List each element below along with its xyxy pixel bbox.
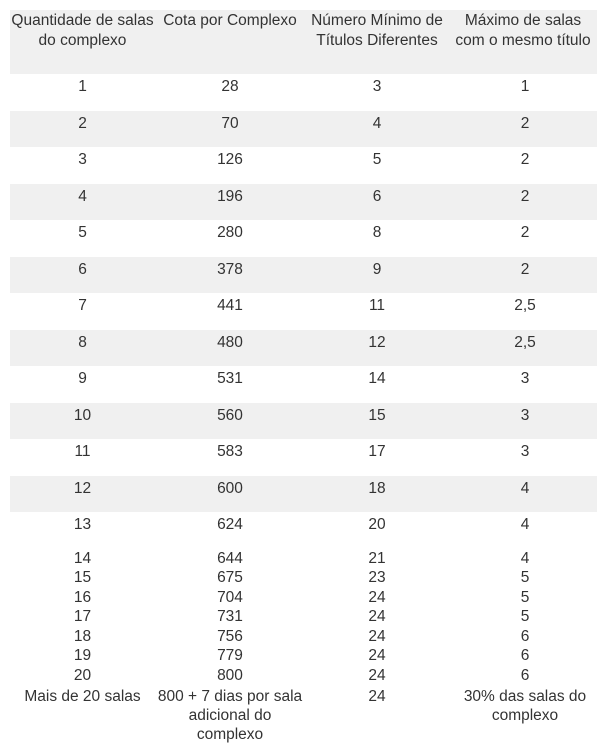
cell-rooms: 11 bbox=[74, 443, 91, 460]
header-min-titles: Número Mínimo de Títulos Diferentes bbox=[305, 10, 449, 74]
cell-rooms: 12 bbox=[10, 476, 155, 513]
cell-min-titles: 20 bbox=[368, 516, 386, 533]
table-row bbox=[10, 147, 597, 184]
cell-rooms: 6 bbox=[10, 257, 155, 294]
cell-quota: 480 bbox=[155, 330, 305, 367]
cell-quota: 280 bbox=[217, 224, 243, 241]
cell-min-titles: 5 bbox=[372, 151, 382, 168]
table-row bbox=[10, 220, 597, 257]
cell-min-titles: 4 bbox=[305, 111, 449, 148]
cell-min-titles: 9 bbox=[305, 257, 449, 294]
cell-quota: 28 bbox=[221, 78, 239, 95]
cell-rooms: 9 bbox=[78, 370, 87, 387]
cell-quota: 704 bbox=[217, 588, 243, 606]
cell-max-rooms: 4 bbox=[520, 516, 530, 533]
cell-max-rooms: 3 bbox=[449, 403, 597, 440]
cell-max-rooms: 6 bbox=[520, 647, 530, 664]
cell-max-rooms: 4 bbox=[449, 476, 597, 513]
cell-min-titles: 23 bbox=[368, 569, 386, 586]
cell-min-titles: 24 bbox=[368, 608, 386, 625]
cell-max-rooms: 2 bbox=[449, 184, 597, 221]
cell-max-rooms: 3 bbox=[520, 370, 530, 387]
table-header bbox=[10, 10, 597, 74]
cell-max-rooms: 2 bbox=[520, 224, 530, 241]
quota-table bbox=[10, 10, 597, 744]
cell-rooms: 3 bbox=[78, 151, 87, 168]
cell-quota: 583 bbox=[217, 443, 243, 460]
cell-max-rooms: 2 bbox=[449, 111, 597, 148]
cell-min-titles: 14 bbox=[368, 370, 386, 387]
table-row bbox=[10, 685, 597, 744]
cell-rooms: 19 bbox=[73, 647, 92, 664]
cell-rooms: 14 bbox=[73, 549, 92, 567]
cell-rooms: Mais de 20 salas bbox=[24, 688, 141, 705]
cell-max-rooms: 2 bbox=[520, 151, 530, 168]
header-quota: Cota por Complexo bbox=[155, 10, 305, 74]
table-row bbox=[10, 627, 597, 647]
table-row bbox=[10, 74, 597, 111]
table-row bbox=[10, 257, 597, 294]
table-row bbox=[10, 330, 597, 367]
cell-quota: 675 bbox=[217, 569, 243, 586]
cell-rooms: 16 bbox=[73, 588, 92, 606]
cell-max-rooms: 6 bbox=[520, 666, 530, 684]
cell-min-titles: 18 bbox=[305, 476, 449, 513]
cell-max-rooms: 2 bbox=[449, 257, 597, 294]
cell-rooms: 13 bbox=[73, 516, 92, 533]
table-row bbox=[10, 111, 597, 148]
cell-rooms: 10 bbox=[10, 403, 155, 440]
cell-max-rooms: 30% das salas do complexo bbox=[463, 688, 587, 724]
table-row bbox=[10, 184, 597, 221]
table-row bbox=[10, 666, 597, 686]
table-row bbox=[10, 588, 597, 608]
cell-quota: 196 bbox=[155, 184, 305, 221]
cell-quota: 600 bbox=[155, 476, 305, 513]
cell-min-titles: 15 bbox=[305, 403, 449, 440]
cell-max-rooms: 4 bbox=[520, 549, 530, 567]
table-row bbox=[10, 439, 597, 476]
cell-quota: 441 bbox=[217, 297, 243, 314]
cell-min-titles: 24 bbox=[368, 666, 386, 684]
cell-quota: 378 bbox=[155, 257, 305, 294]
cell-min-titles: 8 bbox=[372, 224, 382, 241]
cell-min-titles: 6 bbox=[305, 184, 449, 221]
cell-rooms: 17 bbox=[73, 608, 92, 625]
cell-quota: 779 bbox=[217, 647, 243, 664]
cell-quota: 800 bbox=[217, 666, 243, 684]
cell-quota: 70 bbox=[155, 111, 305, 148]
cell-max-rooms: 5 bbox=[520, 588, 530, 606]
table-row bbox=[10, 403, 597, 440]
header-row bbox=[10, 10, 597, 74]
cell-rooms: 7 bbox=[78, 297, 87, 314]
cell-max-rooms: 3 bbox=[520, 443, 530, 460]
cell-quota: 126 bbox=[217, 151, 243, 168]
cell-quota: 560 bbox=[155, 403, 305, 440]
cell-min-titles: 24 bbox=[368, 688, 386, 705]
cell-rooms: 8 bbox=[10, 330, 155, 367]
cell-quota: 731 bbox=[217, 608, 243, 625]
table-row bbox=[10, 293, 597, 330]
cell-rooms: 15 bbox=[73, 569, 92, 586]
header-rooms: Quantidade de salas do complexo bbox=[10, 10, 155, 74]
cell-rooms: 1 bbox=[78, 78, 87, 95]
cell-min-titles: 24 bbox=[368, 588, 386, 606]
cell-min-titles: 24 bbox=[368, 647, 386, 664]
table-row bbox=[10, 568, 597, 588]
cell-max-rooms: 1 bbox=[520, 78, 530, 95]
cell-rooms: 20 bbox=[73, 666, 92, 684]
cell-min-titles: 21 bbox=[368, 549, 386, 567]
cell-rooms: 18 bbox=[73, 627, 92, 645]
cell-max-rooms: 2,5 bbox=[449, 330, 597, 367]
cell-max-rooms: 5 bbox=[520, 569, 530, 586]
cell-min-titles: 12 bbox=[305, 330, 449, 367]
cell-min-titles: 17 bbox=[368, 443, 386, 460]
cell-max-rooms: 6 bbox=[520, 627, 530, 645]
cell-rooms: 5 bbox=[78, 224, 87, 241]
cell-quota: 624 bbox=[217, 516, 243, 533]
cell-quota: 756 bbox=[217, 627, 243, 645]
table-row bbox=[10, 512, 597, 549]
cell-min-titles: 3 bbox=[372, 78, 382, 95]
table-row bbox=[10, 366, 597, 403]
cell-max-rooms: 5 bbox=[520, 608, 530, 625]
table-row bbox=[10, 607, 597, 627]
table-body bbox=[10, 74, 597, 744]
cell-quota: 800 + 7 dias por sala adicional do complexo bbox=[157, 688, 303, 743]
cell-max-rooms: 2,5 bbox=[514, 297, 536, 314]
cell-quota: 531 bbox=[217, 370, 243, 387]
table-row bbox=[10, 646, 597, 666]
table-row bbox=[10, 549, 597, 569]
table-row bbox=[10, 476, 597, 513]
header-max-rooms-same-title: Máximo de salas com o mesmo título bbox=[449, 10, 597, 74]
cell-min-titles: 11 bbox=[368, 297, 386, 314]
cell-min-titles: 24 bbox=[368, 627, 386, 645]
cell-rooms: 2 bbox=[10, 111, 155, 148]
cell-quota: 644 bbox=[217, 549, 243, 567]
cell-rooms: 4 bbox=[10, 184, 155, 221]
